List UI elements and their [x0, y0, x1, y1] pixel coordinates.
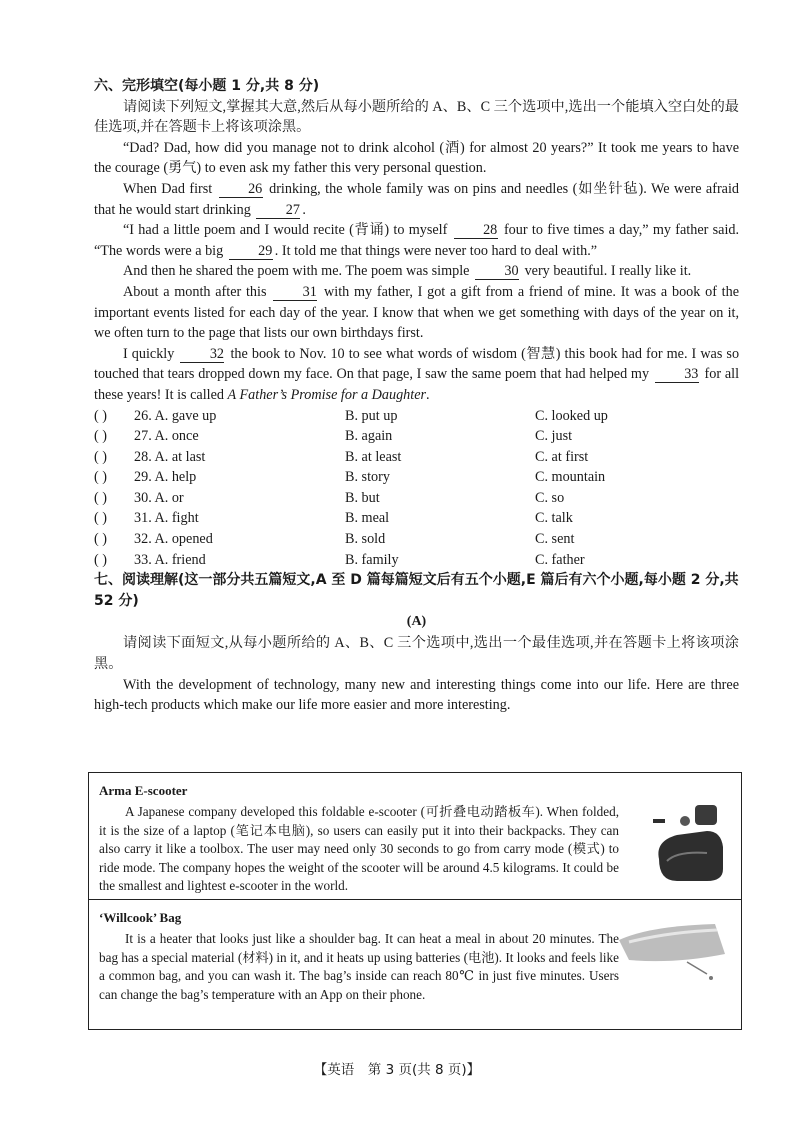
answer-paren: ( ) — [94, 448, 107, 465]
option-c: C. at first — [535, 448, 589, 465]
option-a: 28. A. at last — [134, 448, 206, 465]
option-row — [94, 488, 739, 509]
part-a-label: (A) — [406, 614, 427, 630]
reading-intro: With the development of technology, many new and interesting things come into our life. Here are three high-tech products which make our life more easier and more interesting. — [94, 676, 739, 714]
option-b: B. meal — [345, 510, 390, 527]
option-a: 30. A. or — [134, 489, 184, 506]
cloze-para-6 — [94, 344, 739, 406]
products-box — [88, 772, 742, 1030]
answer-paren: ( ) — [94, 531, 107, 548]
page-content — [94, 76, 739, 716]
option-b: B. at least — [345, 448, 402, 465]
answer-paren: ( ) — [94, 407, 107, 424]
option-b: B. again — [345, 428, 393, 445]
cloze-para-4 — [94, 261, 739, 282]
text: . — [302, 201, 306, 218]
option-row — [94, 550, 739, 571]
text: About a month after this — [123, 283, 267, 300]
option-c: C. talk — [535, 510, 573, 527]
cloze-para-3 — [94, 220, 739, 261]
option-c: C. so — [535, 489, 565, 506]
cloze-para-2 — [94, 179, 739, 220]
blank-28: 28 — [454, 222, 498, 239]
option-row — [94, 426, 739, 447]
option-b: B. put up — [345, 407, 398, 424]
option-row — [94, 406, 739, 427]
text: . It told me that things were never too hard to deal with.” — [274, 242, 598, 259]
text: four to five times a day,” my father said. “The words were a big — [94, 222, 740, 259]
cloze-para-5 — [94, 282, 739, 344]
product-description: A Japanese company developed this foldable e-scooter (可折叠电动踏板车). When folded, it is the size of a laptop (笔记本电脑), so users can easily put it into their backpacks. They can also carry it like a toolbox. The user may need only 30 seconds to go from carry mode (模式) to ride mode. The company hopes the weight of the scooter will be around 4.5 kilograms. It could be the smallest and lightest e-scooter in the world. — [99, 804, 619, 894]
text: drinking, the whole family was on pins and needles (如坐针毡). We were afraid that he would start drinking — [94, 180, 739, 218]
option-b: B. family — [345, 551, 399, 568]
option-row — [94, 447, 739, 468]
text: . — [426, 386, 430, 403]
text: And then he shared the poem with me. The poem was simple — [123, 263, 470, 280]
blank-31: 31 — [273, 284, 317, 301]
product-willcook-bag — [89, 900, 741, 1029]
blank-30: 30 — [475, 263, 519, 280]
blank-33: 33 — [655, 366, 699, 383]
text: the book to Nov. 10 to see what words of wisdom (智慧) this book had for me. I was so touched that tears dropped down my face. On that page, I saw the same poem that had helped my — [94, 345, 740, 383]
product-title: Arma E-scooter — [99, 783, 188, 798]
option-c: C. father — [535, 551, 585, 568]
text: “I had a little poem and I would recite (背诵) to myself — [123, 222, 448, 239]
blank-26: 26 — [219, 181, 263, 198]
text: very beautiful. I really like it. — [524, 263, 692, 280]
section6-title: 六、完形填空(每小题 1 分,共 8 分) — [94, 78, 320, 94]
scooter-image — [647, 801, 727, 887]
option-a: 29. A. help — [134, 469, 197, 486]
option-a: 26. A. gave up — [134, 407, 217, 424]
text: I quickly — [123, 345, 175, 362]
product-title: ‘Willcook’ Bag — [99, 910, 182, 925]
option-c: C. sent — [535, 531, 575, 548]
text: with my father, I got a gift from a friend of mine. It was a book of the important events listed for each day of the year. I know that when we get something with days of the year on it, we often turn to the page that lists our own birthdays first. — [94, 283, 739, 342]
option-c: C. mountain — [535, 469, 606, 486]
product-description: It is a heater that looks just like a shoulder bag. It can heat a meal in about 20 minutes. The bag has a special material (材料) in it, and it heats up using batteries (电池). It looks and feels like a common bag, and you can wash it. The bag’s inside can reach 80℃ in just five minutes. Users can change the bag’s temperature with an App on their phone. — [99, 931, 619, 1002]
section7-instruction: 请阅读下面短文,从每小题所给的 A、B、C 三个选项中,选出一个最佳选项,并在答题卡上将该项涂黑。 — [94, 635, 739, 673]
blank-32: 32 — [180, 346, 224, 363]
option-a: 32. A. opened — [134, 531, 213, 548]
option-b: B. story — [345, 469, 390, 486]
answer-paren: ( ) — [94, 469, 107, 486]
cloze-para-1: “Dad? Dad, how did you manage not to drink alcohol (酒) for almost 20 years?” It took me years to have the courage (勇气) to even ask my father this very personal question. — [94, 139, 739, 177]
option-row — [94, 529, 739, 550]
option-b: B. sold — [345, 531, 386, 548]
option-c: C. looked up — [535, 407, 608, 424]
section7-title: 七、阅读理解(这一部分共五篇短文,A 至 D 篇每篇短文后有五个小题,E 篇后有六个小题,每小题 2 分,共 52 分) — [94, 572, 739, 609]
option-row — [94, 467, 739, 488]
answer-paren: ( ) — [94, 489, 107, 506]
option-a: 27. A. once — [134, 428, 199, 445]
product-escooter — [89, 773, 741, 900]
page-footer: 【英语 第 3 页(共 8 页)】 — [313, 1062, 481, 1078]
option-row — [94, 508, 739, 529]
option-c: C. just — [535, 428, 573, 445]
section6-instruction: 请阅读下列短文,掌握其大意,然后从每小题所给的 A、B、C 三个选项中,选出一个能填入空白处的最佳选项,并在答题卡上将该项涂黑。 — [94, 98, 739, 136]
options-list — [94, 406, 739, 571]
text: for all these years! It is called — [94, 366, 740, 403]
blank-27: 27 — [256, 202, 300, 219]
text: When Dad first — [123, 180, 213, 197]
poem-title: A Father’s Promise for a Daughter — [227, 386, 427, 403]
bag-image — [617, 922, 729, 984]
blank-29: 29 — [229, 243, 273, 260]
answer-paren: ( ) — [94, 551, 107, 568]
answer-paren: ( ) — [94, 510, 107, 527]
option-b: B. but — [345, 489, 380, 506]
answer-paren: ( ) — [94, 428, 107, 445]
option-a: 33. A. friend — [134, 551, 206, 568]
option-a: 31. A. fight — [134, 510, 199, 527]
